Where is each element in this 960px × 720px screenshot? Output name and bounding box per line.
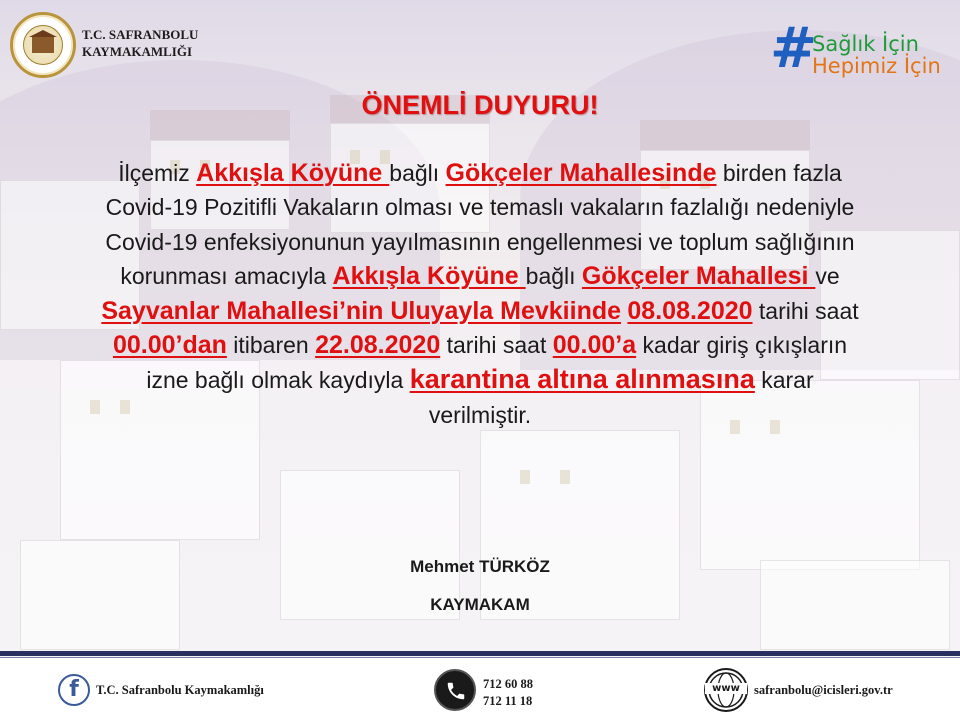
building-icon <box>32 37 54 53</box>
highlighted-phrase: Akkışla Köyüne <box>332 262 526 291</box>
body-phrase: itibaren <box>226 332 316 359</box>
organization-title <box>82 26 198 60</box>
highlighted-phrase: 00.00’a <box>552 331 637 360</box>
body-phrase: karar verilmiştir. <box>428 367 814 428</box>
body-phrase: birden fazla Covid-19 Pozitifli Vakaların olması ve temaslı vakaların fazlalığı nedeniyle Covid-19 enfeksiyonunun yayılmasının engellenmesi ve toplum sağlığının korunması amacıyla <box>105 160 855 290</box>
org-line-1: T.C. SAFRANBOLU <box>82 27 199 42</box>
phone-number-2: 712 11 18 <box>483 694 533 708</box>
highlighted-phrase: karantina altına alınmasına <box>409 364 755 395</box>
highlighted-phrase: Gökçeler Mahallesinde <box>445 159 717 187</box>
footer-divider <box>0 651 960 656</box>
highlighted-phrase: 22.08.2020 <box>315 331 441 360</box>
highlighted-phrase: Gökçeler Mahallesi <box>581 262 816 291</box>
highlighted-phrase: Akkışla Köyüne <box>196 159 390 187</box>
kaymakamlik-logo <box>10 12 76 78</box>
phone-number-1: 712 60 88 <box>483 677 533 691</box>
body-phrase: İlçemiz <box>118 160 197 186</box>
globe-icon <box>704 668 748 712</box>
signer-title: KAYMAKAM <box>430 595 530 614</box>
body-phrase: bağlı <box>525 263 582 290</box>
body-phrase: bağlı <box>389 160 446 186</box>
highlighted-phrase: 00.00’dan <box>112 331 227 360</box>
announcement-body <box>100 156 860 432</box>
org-line-2: KAYMAKAMLIĞI <box>82 44 193 59</box>
www-label: www <box>705 683 747 694</box>
body-phrase: tarihi saat <box>752 297 859 324</box>
hashtag-icon: # <box>770 16 817 81</box>
hashtag-logo <box>770 16 945 81</box>
hashtag-line-1: Sağlık İçin <box>812 32 919 56</box>
body-phrase: kadar giriş çıkışların izne bağlı olmak kaydıyla <box>146 332 848 394</box>
highlighted-phrase: Sayvanlar Mahallesi’nin Uluyayla Mevkiinde <box>101 296 622 325</box>
email-address[interactable]: safranbolu@icisleri.gov.tr <box>754 683 893 697</box>
highlighted-phrase: 08.08.2020 <box>627 296 753 325</box>
announcement-title: ÖNEMLİ DUYURU! <box>361 90 599 120</box>
body-phrase: ve <box>815 263 840 290</box>
phone-icon <box>434 669 476 711</box>
signer-name: Mehmet TÜRKÖZ <box>410 557 550 576</box>
facebook-icon[interactable]: f <box>58 674 90 706</box>
body-phrase: tarihi saat <box>440 332 553 359</box>
facebook-label[interactable]: T.C. Safranbolu Kaymakamlığı <box>96 683 264 697</box>
hashtag-line-2: Hepimiz İçin <box>812 54 941 78</box>
